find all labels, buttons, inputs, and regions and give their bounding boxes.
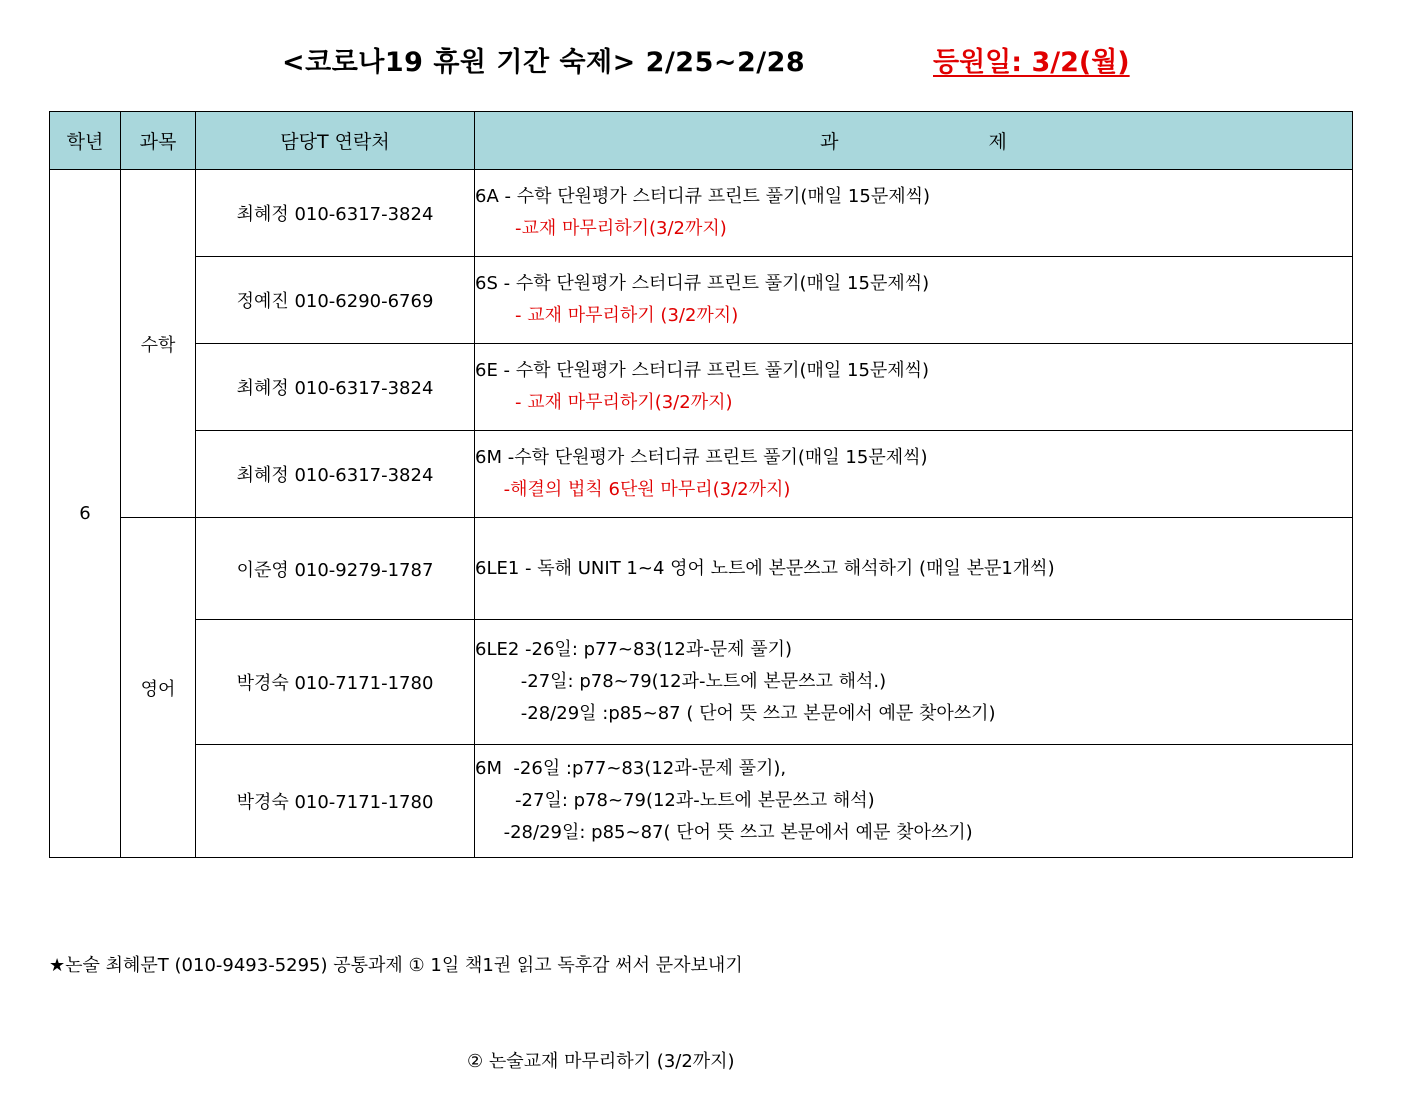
teacher-cell: 최혜정 010-6317-3824 — [196, 344, 475, 431]
task-line: 6LE1 - 독해 UNIT 1~4 영어 노트에 본문쓰고 해석하기 (매일 본문1개씩) — [475, 557, 1055, 579]
header-task — [475, 112, 1353, 170]
task-cell — [475, 257, 1353, 344]
teacher-cell: 박경숙 010-7171-1780 — [196, 620, 475, 745]
return-date: 등원일: 3/2(월) — [933, 47, 1130, 78]
teacher-cell: 최혜정 010-6317-3824 — [196, 170, 475, 257]
task-line-highlight: - 교재 마무리하기 (3/2까지) — [475, 305, 739, 326]
subject-english: 영어 — [121, 518, 196, 858]
table-row — [50, 170, 1353, 257]
subject-math: 수학 — [121, 170, 196, 518]
task-cell — [475, 431, 1353, 518]
footer-note — [49, 886, 743, 1110]
task-line: -28/29일 :p85~87 ( 단어 뜻 쓰고 본문에서 예문 찾아쓰기) — [475, 703, 996, 724]
table-row — [50, 344, 1353, 431]
task-cell — [475, 620, 1353, 745]
teacher-cell: 최혜정 010-6317-3824 — [196, 431, 475, 518]
header-subject: 과목 — [121, 112, 196, 170]
task-line-highlight: -해결의 법칙 6단원 마무리(3/2까지) — [475, 479, 791, 500]
table-row — [50, 257, 1353, 344]
task-line: 6E - 수학 단원평가 스터디큐 프린트 풀기(매일 15문제씩) — [475, 360, 930, 381]
task-line: 6M -수학 단원평가 스터디큐 프린트 풀기(매일 15문제씩) — [475, 447, 928, 468]
task-line-highlight: - 교재 마무리하기(3/2까지) — [475, 392, 733, 413]
task-line: 6S - 수학 단원평가 스터디큐 프린트 풀기(매일 15문제씩) — [475, 273, 930, 294]
task-line: 6A - 수학 단원평가 스터디큐 프린트 풀기(매일 15문제씩) — [475, 186, 931, 207]
header-task-b: 제 — [988, 131, 1007, 153]
task-line: -27일: p78~79(12과-노트에 본문쓰고 해석.) — [475, 671, 887, 692]
task-line: -27일: p78~79(12과-노트에 본문쓰고 해석) — [475, 790, 875, 811]
header-task-a: 과 — [820, 131, 839, 153]
table-row — [50, 620, 1353, 745]
table-header-row — [50, 112, 1353, 170]
task-cell — [475, 344, 1353, 431]
header-grade: 학년 — [50, 112, 121, 170]
task-line: 6LE2 -26일: p77~83(12과-문제 풀기) — [475, 639, 793, 660]
page-title: <코로나19 휴원 기간 숙제> 2/25~2/28 — [282, 47, 806, 78]
task-cell — [475, 518, 1353, 620]
teacher-cell: 박경숙 010-7171-1780 — [196, 745, 475, 858]
teacher-cell: 이준영 010-9279-1787 — [196, 518, 475, 620]
homework-table — [49, 111, 1353, 858]
footer-line-1: ★논술 최혜문T (010-9493-5295) 공통과제 ① 1일 책1권 읽고 독후감 써서 문자보내기 — [49, 955, 743, 976]
task-cell — [475, 745, 1353, 858]
teacher-cell: 정예진 010-6290-6769 — [196, 257, 475, 344]
task-cell — [475, 170, 1353, 257]
task-line-highlight: -교재 마무리하기(3/2까지) — [475, 218, 727, 239]
footer-line-2: ② 논술교재 마무리하기 (3/2까지) — [467, 1051, 735, 1072]
table-row — [50, 745, 1353, 858]
task-line: -28/29일: p85~87( 단어 뜻 쓰고 본문에서 예문 찾아쓰기) — [475, 822, 973, 843]
table-row — [50, 518, 1353, 620]
task-line: 6M -26일 :p77~83(12과-문제 풀기), — [475, 758, 787, 779]
table-row — [50, 431, 1353, 518]
header-teacher: 담당T 연락처 — [196, 112, 475, 170]
grade-cell: 6 — [50, 170, 121, 858]
title-row — [0, 40, 1403, 86]
